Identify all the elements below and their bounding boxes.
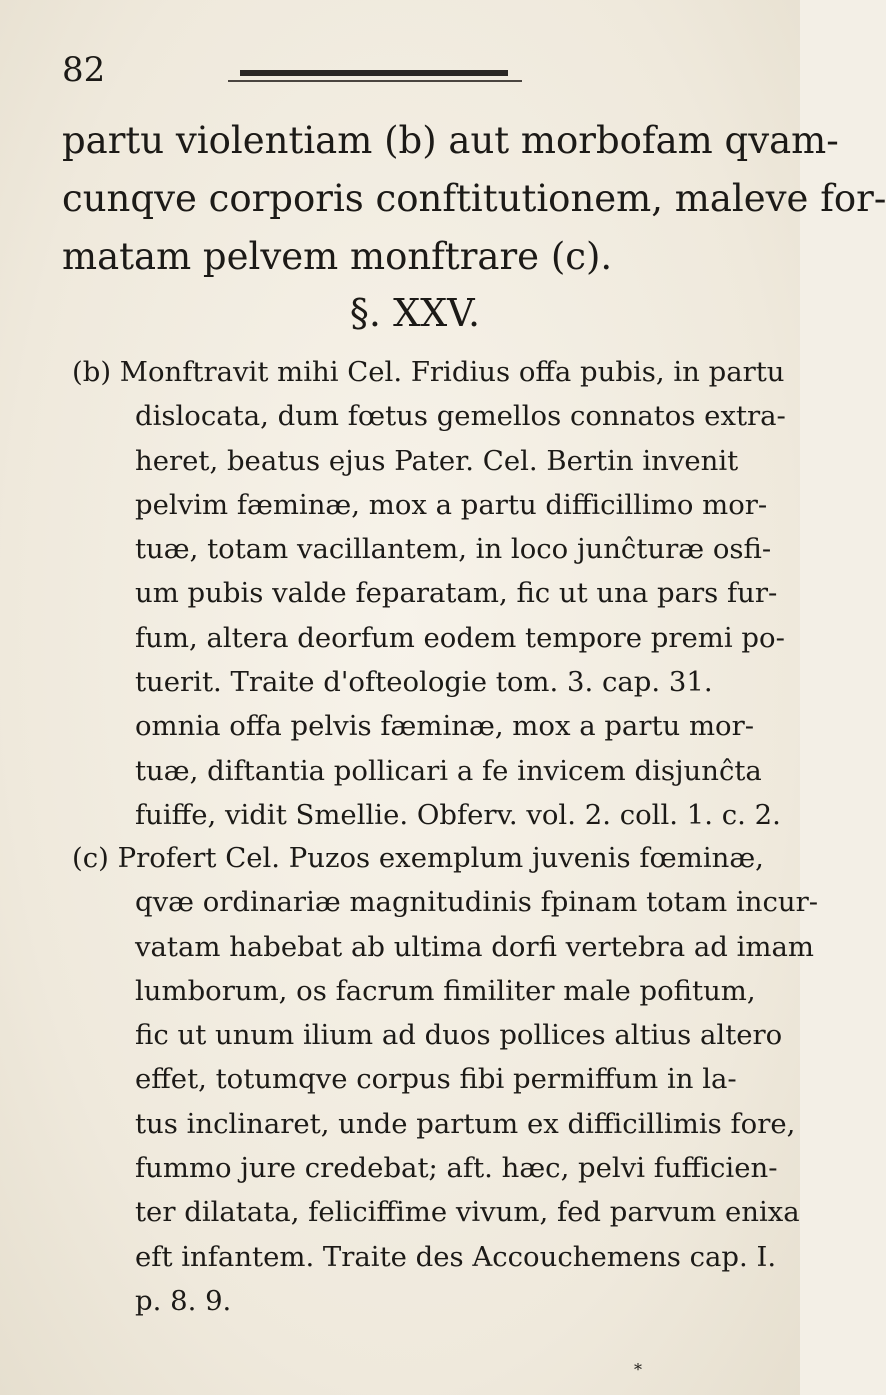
footnote-line: vatam habebat ab ultima dorfi vertebra ad imam bbox=[135, 930, 814, 963]
footnote-line: fummo jure credebat; aft. hæc, pelvi fufficien- bbox=[135, 1152, 778, 1185]
footnote-c bbox=[72, 836, 819, 1323]
header-rule bbox=[240, 70, 508, 76]
footnote-line: fum, altera deorfum eodem tempore premi po- bbox=[135, 621, 785, 654]
footnote-line: tuerit. Traite d'ofteologie tom. 3. cap. 31. bbox=[135, 666, 713, 699]
main-line: cunqve corporis conftitutionem, maleve for- bbox=[62, 177, 886, 220]
footnote-line: tuæ, diftantia pollicari a fe invicem disjunĉta bbox=[135, 754, 762, 787]
footnote-line: lumborum, os facrum fimiliter male pofitum, bbox=[135, 974, 756, 1007]
footnote-line: heret, beatus ejus Pater. Cel. Bertin invenit bbox=[135, 444, 739, 477]
footnote-line: (b) Monftravit mihi Cel. Fridius offa pubis, in partu bbox=[72, 356, 785, 388]
main-line: partu violentiam (b) aut morbofam qvam- bbox=[62, 119, 839, 162]
footnote-line: um pubis valde feparatam, fic ut una pars fur- bbox=[135, 577, 778, 610]
main-line: matam pelvem monftrare (c). bbox=[62, 235, 613, 278]
footnote-line: (c) Profert Cel. Puzos exemplum juvenis fœminæ, bbox=[72, 842, 764, 874]
footnote-line: qvæ ordinariæ magnitudinis fpinam totam incur- bbox=[135, 886, 819, 919]
footnote-b bbox=[72, 350, 786, 837]
footnote-line: p. 8. 9. bbox=[135, 1284, 232, 1317]
page-number: 82 bbox=[62, 50, 106, 90]
footnote-line: tus inclinaret, unde partum ex difficillimis fore, bbox=[135, 1107, 796, 1140]
signature-mark: * bbox=[634, 1360, 642, 1379]
footnote-line: effet, totumqve corpus fibi permiffum in la- bbox=[135, 1063, 737, 1096]
footnote-line: omnia offa pelvis fæminæ, mox a partu mor- bbox=[135, 710, 755, 743]
main-paragraph bbox=[62, 112, 886, 286]
footnote-line: fic ut unum ilium ad duos pollices altius altero bbox=[135, 1019, 783, 1052]
section-heading: §. XXV. bbox=[349, 291, 481, 335]
footnote-line: ter dilatata, feliciffime vivum, fed parvum enixa bbox=[135, 1196, 800, 1229]
footnote-line: dislocata, dum fœtus gemellos connatos extra- bbox=[135, 400, 786, 433]
footnote-line: tuæ, totam vacillantem, in loco junĉturæ osfi- bbox=[135, 533, 772, 566]
footnote-line: fuiffe, vidit Smellie. Obferv. vol. 2. coll. 1. c. 2. bbox=[135, 798, 781, 831]
footnote-line: pelvim fæminæ, mox a partu difficillimo mor- bbox=[135, 488, 768, 521]
footnote-line: eft infantem. Traite des Accouchemens cap. I. bbox=[135, 1240, 777, 1273]
header-rule-thin bbox=[228, 80, 522, 82]
